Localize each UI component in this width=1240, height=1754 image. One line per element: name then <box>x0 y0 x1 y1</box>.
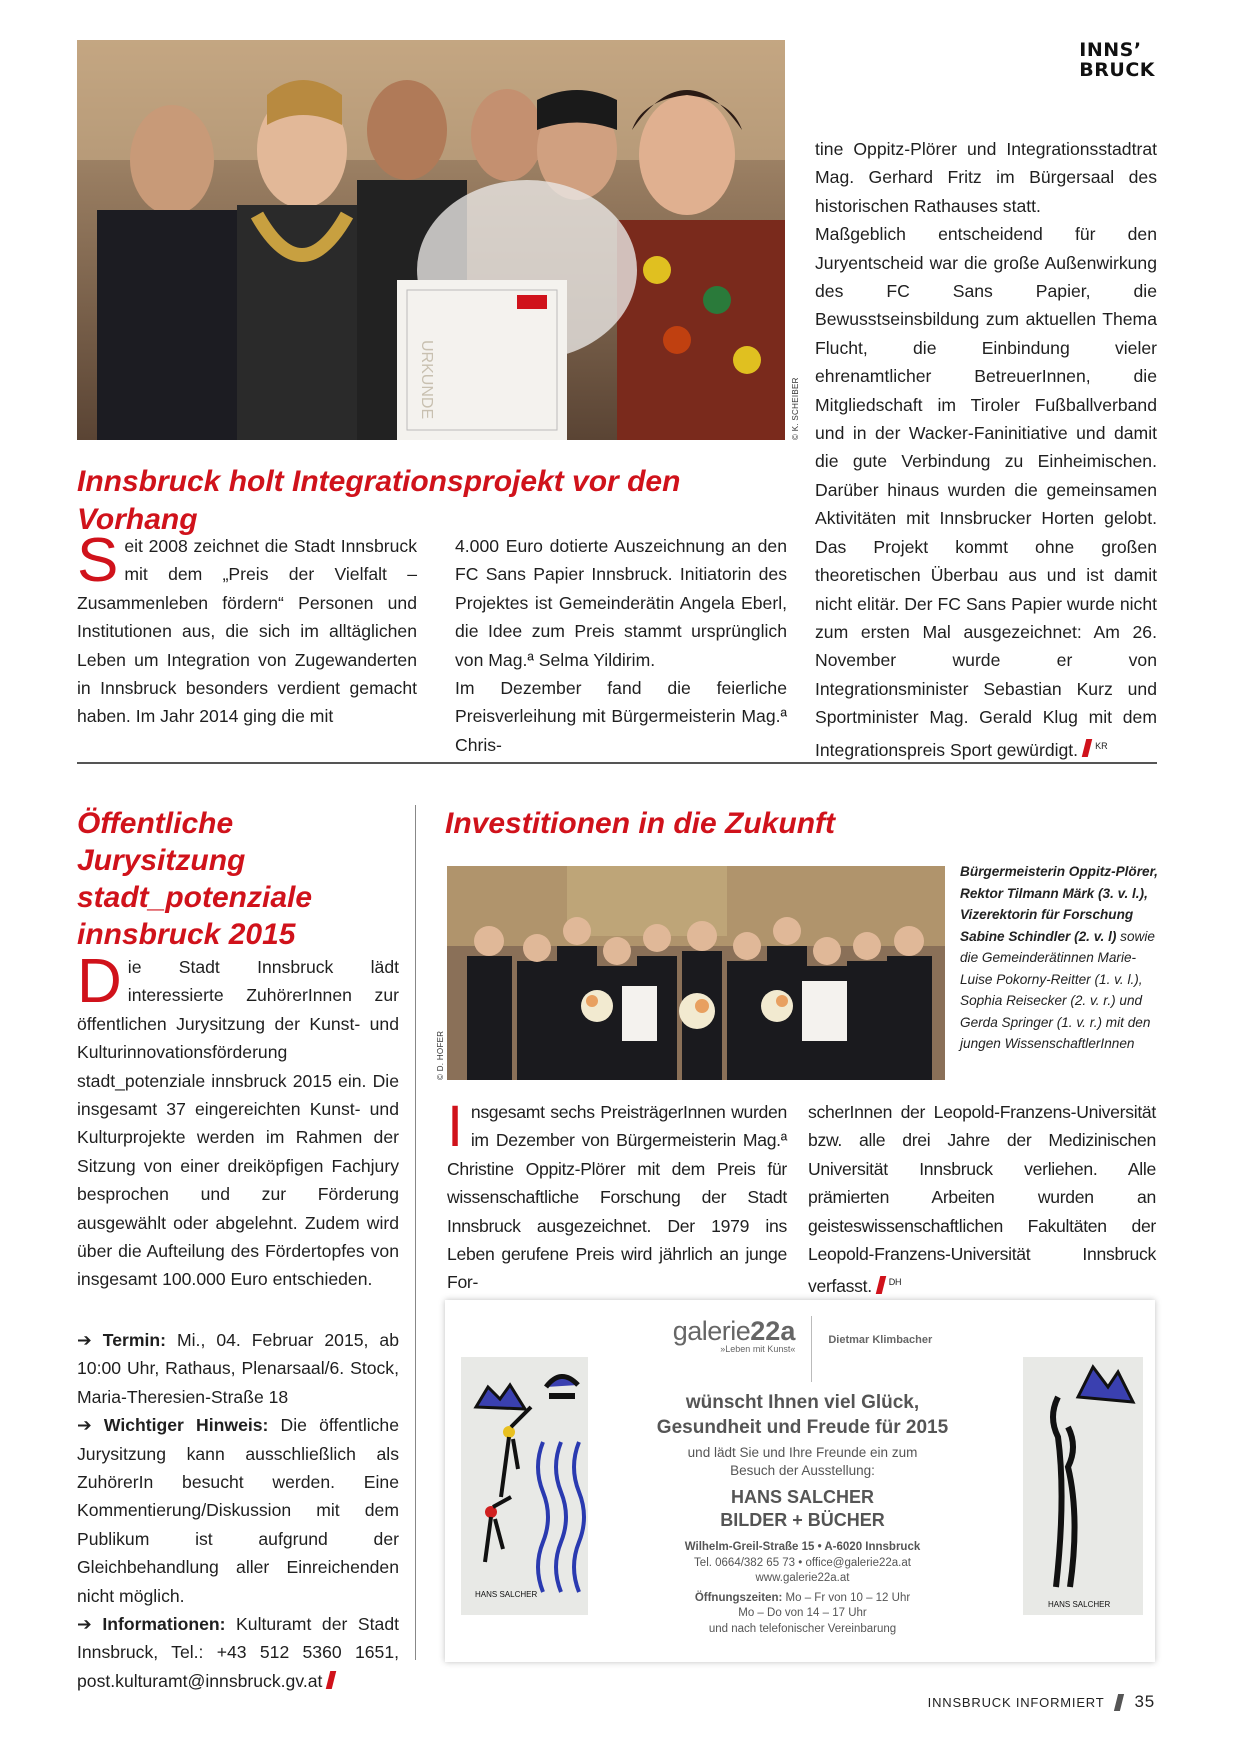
article1-photo <box>77 40 785 440</box>
title-line: innsbruck 2015 <box>77 918 296 951</box>
title-line: Öffentliche Jurysitzung <box>77 807 246 877</box>
bullet-text: Die öffentliche Jurysitzung kann ausschließlich als ZuhörerIn besucht werden. Eine Kommentierung/Diskussion mit dem Publikum ist aufgrund der Gleichbehandlung aller Einreichenden nicht möglich. <box>77 1415 399 1606</box>
ad-text-block <box>590 1316 1015 1637</box>
certificate-text: URKUNDE <box>418 340 435 420</box>
info-kontakt <box>77 1610 399 1695</box>
article1-title: Innsbruck holt Integrationsprojekt vor den Vorhang <box>77 465 681 536</box>
paragraph: eit 2008 zeichnet die Stadt Innsbruck mit dem „Preis der Vielfalt – Zusammenleben fördern“ Personen und Institutionen aus, die sich im alltäglichen Leben um Integration von Zugewanderten in Innsbruck besonders verdient gemacht haben. Im Jahr 2014 ging die mit <box>77 536 417 727</box>
owner-name: Dietmar Klimbacher <box>828 1334 933 1346</box>
end-mark-icon <box>326 1671 336 1689</box>
brand-name: galerie <box>672 1316 751 1346</box>
article3-column-2 <box>808 1098 1156 1301</box>
artist-name: HANS SALCHER <box>730 1487 874 1507</box>
caption-bold: Bürgermeisterin Oppitz-Plörer, Rektor Tilmann Märk (3. v. l.), Vizerektorin für Forschung Sabine Schindler (2. v. l) <box>960 864 1158 944</box>
ad-headline <box>590 1390 1015 1440</box>
ad-hours <box>590 1591 1015 1638</box>
group-photo-illustration <box>447 866 945 1080</box>
figures-painting <box>1023 1357 1143 1615</box>
brand-tagline: »Leben mit Kunst« <box>720 1344 796 1354</box>
headline-line: Gesundheit und Freude für 2015 <box>656 1417 949 1438</box>
dropcap: S <box>77 526 119 595</box>
galerie22a-advertisement <box>445 1300 1155 1662</box>
article1-column-3 <box>815 135 1157 764</box>
brand-number: 22a <box>750 1316 796 1346</box>
photo-credit: © D. HOFER <box>436 1030 445 1080</box>
article2-info-list <box>77 1326 399 1695</box>
article1-column-1 <box>77 526 417 731</box>
artwork-skiers <box>461 1357 588 1615</box>
paragraph: ie Stadt Innsbruck lädt interessierte ZuhörerInnen zur öffentlichen Jurysitzung der Kunst- und Kulturinnovationsförderung stadt_potenziale innsbruck 2015 ein. Die insgesamt 37 eingereichten Kunst- und Kulturprojekte werden im Rahmen der Sitzung von einer dreiköpfigen Fachjury besprochen und zur Förderung ausgewählt oder abgelehnt. Zudem wird über die Aufteilung des Fördertopfes von insgesamt 100.000 Euro entschieden. <box>77 957 399 1290</box>
paragraph: 4.000 Euro dotierte Auszeichnung an den FC Sans Papier Innsbruck. Initiatorin des Projektes ist Gemeinderätin Angela Eberl, die Idee zum Preis stammt ursprünglich von Mag.ª Selma Yildirim. <box>455 536 787 670</box>
exhibition-title: BILDER + BÜCHER <box>720 1510 885 1530</box>
hours-line: Mo – Fr von 10 – 12 Uhr <box>782 1591 911 1604</box>
address: Wilhelm-Greil-Straße 15 • A-6020 Innsbruck <box>684 1541 921 1553</box>
phone-email: Tel. 0664/382 65 73 • office@galerie22a.at <box>694 1556 911 1569</box>
hours-label: Öffnungszeiten: <box>694 1591 783 1604</box>
dropcap: I <box>447 1094 463 1159</box>
paragraph: nsgesamt sechs PreisträgerInnen wurden im Dezember von Bürgermeisterin Mag.ª Christine Oppitz-Plörer mit dem Preis für wissenschaftliche Forschung der Stadt Innsbruck ausgezeichnet. Der 1979 ins Leben gerufene Preis wird jährlich an junge For- <box>447 1102 787 1293</box>
artwork-figures <box>1023 1357 1143 1615</box>
paragraph: tine Oppitz-Plörer und Integrationsstadtrat Mag. Gerhard Fritz im Bürgersaal des historischen Rathauses statt. <box>815 139 1157 216</box>
bullet-text: Mi., 04. Februar 2015, ab 10:00 Uhr, Rathaus, Plenarsaal/6. Stock, Maria-Theresien-Straße 18 <box>77 1330 399 1407</box>
bullet-text: Kulturamt der Stadt Innsbruck, Tel.: +43 512 5360 1651, post.kulturamt@innsbruck.gv.at <box>77 1614 399 1691</box>
ad-contact <box>590 1540 1015 1587</box>
ad-header <box>590 1316 1015 1386</box>
logo-line-2: BRUCK <box>1079 59 1155 81</box>
publication-name: INNSBRUCK INFORMIERT <box>927 1694 1105 1710</box>
arrow-icon: ➔ <box>77 1614 92 1635</box>
art-signature: HANS SALCHER <box>475 1590 538 1599</box>
hours-line: und nach telefonischer Vereinbarung <box>708 1622 897 1635</box>
article3-photo <box>447 866 945 1080</box>
invite-line: und lädt Sie und Ihre Freunde ein zum <box>687 1445 918 1460</box>
end-mark-icon <box>876 1276 886 1294</box>
end-mark-icon <box>1082 739 1092 757</box>
hours-line: Mo – Do von 14 – 17 Uhr <box>738 1607 867 1619</box>
author-initials: DH <box>888 1277 902 1288</box>
art-signature: HANS SALCHER <box>1048 1600 1111 1609</box>
galerie-logo <box>673 1316 796 1354</box>
section-divider <box>77 762 1157 764</box>
article2-body <box>77 947 399 1294</box>
article3-title: Investitionen in die Zukunft <box>445 807 835 840</box>
paragraph: Maßgeblich entscheidend für den Juryentscheid war die große Außenwirkung des FC Sans Papier, die Bewusstseinsbildung zum aktuellen Thema Flucht, die Einbindung vieler ehrenamtlicher BetreuerInnen, die Mitgliedschaft im Tiroler Fußballverband und in der Wacker-Faninitiative und damit die gute Verbindung zu Einheimischen. Darüber hinaus wurden die gemeinsamen Aktivitäten mit Innsbrucker Horten gelobt. Das Projekt kommt ohne großen theoretischen Überbau aus und ist damit nicht elitär. Der FC Sans Papier wurde nicht zum ersten Mal ausgezeichnet: Am 26. November wurde er von Integrationsminister Sebastian Kurz und Sportminister Mag. Gerald Klug mit dem Integrationspreis Sport gewürdigt. <box>815 224 1157 760</box>
caption-text: sowie die Gemeinderätinnen Marie-Luise Pokorny-Reitter (1. v. l.), Sophia Reisecker (2. v. r.) und Gerda Springer (1. v. r.) mit den jungen WissenschaftlerInnen <box>960 928 1155 1051</box>
ad-exhibition <box>590 1486 1015 1532</box>
invite-line: Besuch der Ausstellung: <box>730 1463 875 1478</box>
article2-title <box>77 805 407 953</box>
ad-invite <box>590 1444 1015 1480</box>
bullet-label: Termin: <box>102 1330 166 1350</box>
arrow-icon: ➔ <box>77 1330 92 1350</box>
website: www.galerie22a.at <box>755 1572 850 1584</box>
title-line: stadt_potenziale <box>77 881 313 914</box>
paragraph: scherInnen der Leopold-Franzens-Universität bzw. alle drei Jahre der Medizinischen Universität Innsbruck verliehen. Alle prämierten Arbeiten wurden an geisteswissenschaftlichen Fakultäten der Leopold-Franzens-Universität Innsbruck verfasst. <box>808 1102 1156 1297</box>
photo-credit: © K. SCHEIBER <box>791 377 800 440</box>
bullet-label: Wichtiger Hinweis: <box>103 1415 269 1436</box>
page-footer <box>928 1692 1155 1712</box>
column-divider <box>415 805 416 1660</box>
separator-icon <box>1114 1694 1124 1711</box>
bullet-label: Informationen: <box>102 1614 226 1635</box>
logo-line-1: INNS’ <box>1079 39 1142 61</box>
article3-column-1 <box>447 1094 787 1297</box>
headline-line: wünscht Ihnen viel Glück, <box>685 1392 920 1413</box>
author-initials: KR <box>1095 740 1108 751</box>
info-termin <box>77 1326 399 1411</box>
innsbruck-logo <box>1079 40 1155 80</box>
article3-photo-caption <box>960 861 1160 1055</box>
article1-column-2 <box>455 532 787 759</box>
paragraph: Im Dezember fand die feierliche Preisverleihung mit Bürgermeisterin Mag.ª Chris- <box>455 678 787 755</box>
arrow-icon: ➔ <box>77 1415 92 1436</box>
group-photo-illustration <box>77 40 785 440</box>
info-hinweis <box>77 1411 399 1610</box>
skier-painting <box>461 1357 588 1615</box>
header-divider <box>811 1316 812 1382</box>
page-number: 35 <box>1134 1692 1155 1711</box>
dropcap: D <box>77 947 122 1016</box>
